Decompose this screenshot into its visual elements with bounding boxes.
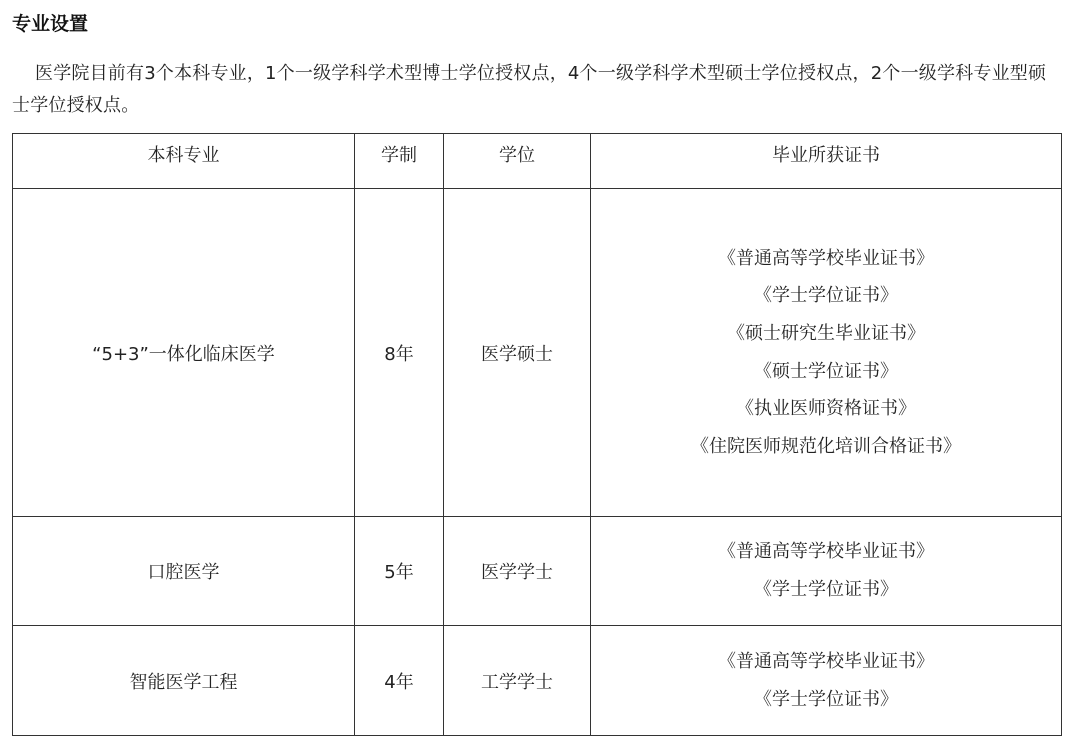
major-cell: 口腔医学 <box>13 517 355 626</box>
table-row <box>13 189 1062 517</box>
degree-cell: 医学学士 <box>444 517 591 626</box>
certificate-item: 《普通高等学校毕业证书》 <box>718 650 934 672</box>
certificate-item: 《学士学位证书》 <box>754 688 898 710</box>
duration-cell: 4年 <box>355 626 444 736</box>
major-cell: “5+3”一体化临床医学 <box>13 189 355 517</box>
header-certificates: 毕业所获证书 <box>591 134 1062 189</box>
section-title: 专业设置 <box>12 13 89 35</box>
majors-table <box>12 133 1062 736</box>
table-header-row <box>13 134 1062 189</box>
header-major: 本科专业 <box>13 134 355 189</box>
major-cell: 智能医学工程 <box>13 626 355 736</box>
certificate-item: 《硕士学位证书》 <box>754 360 898 382</box>
header-degree: 学位 <box>444 134 591 189</box>
certificate-list <box>591 240 1061 466</box>
certificate-item: 《学士学位证书》 <box>754 579 898 600</box>
intro-paragraph: 医学院目前有3个本科专业，1个一级学科学术型博士学位授权点，4个一级学科学术型硕士学位授权点，2个一级学科专业型硕士学位授权点。 <box>12 63 1047 116</box>
certificate-list <box>591 643 1061 718</box>
certificate-item: 《普通高等学校毕业证书》 <box>718 247 934 269</box>
certificate-list <box>591 533 1061 608</box>
certificates-cell <box>591 517 1062 626</box>
certificate-item: 《硕士研究生毕业证书》 <box>727 322 925 344</box>
certificate-item: 《学士学位证书》 <box>754 285 898 307</box>
duration-cell: 5年 <box>355 517 444 626</box>
duration-cell: 8年 <box>355 189 444 517</box>
table-row <box>13 517 1062 626</box>
certificates-cell <box>591 626 1062 736</box>
degree-cell: 医学硕士 <box>444 189 591 517</box>
certificates-cell <box>591 189 1062 517</box>
table-row <box>13 626 1062 736</box>
degree-cell: 工学学士 <box>444 626 591 736</box>
certificate-item: 《住院医师规范化培训合格证书》 <box>691 435 961 457</box>
certificate-item: 《执业医师资格证书》 <box>736 398 916 420</box>
header-duration: 学制 <box>355 134 444 189</box>
certificate-item: 《普通高等学校毕业证书》 <box>718 541 934 563</box>
